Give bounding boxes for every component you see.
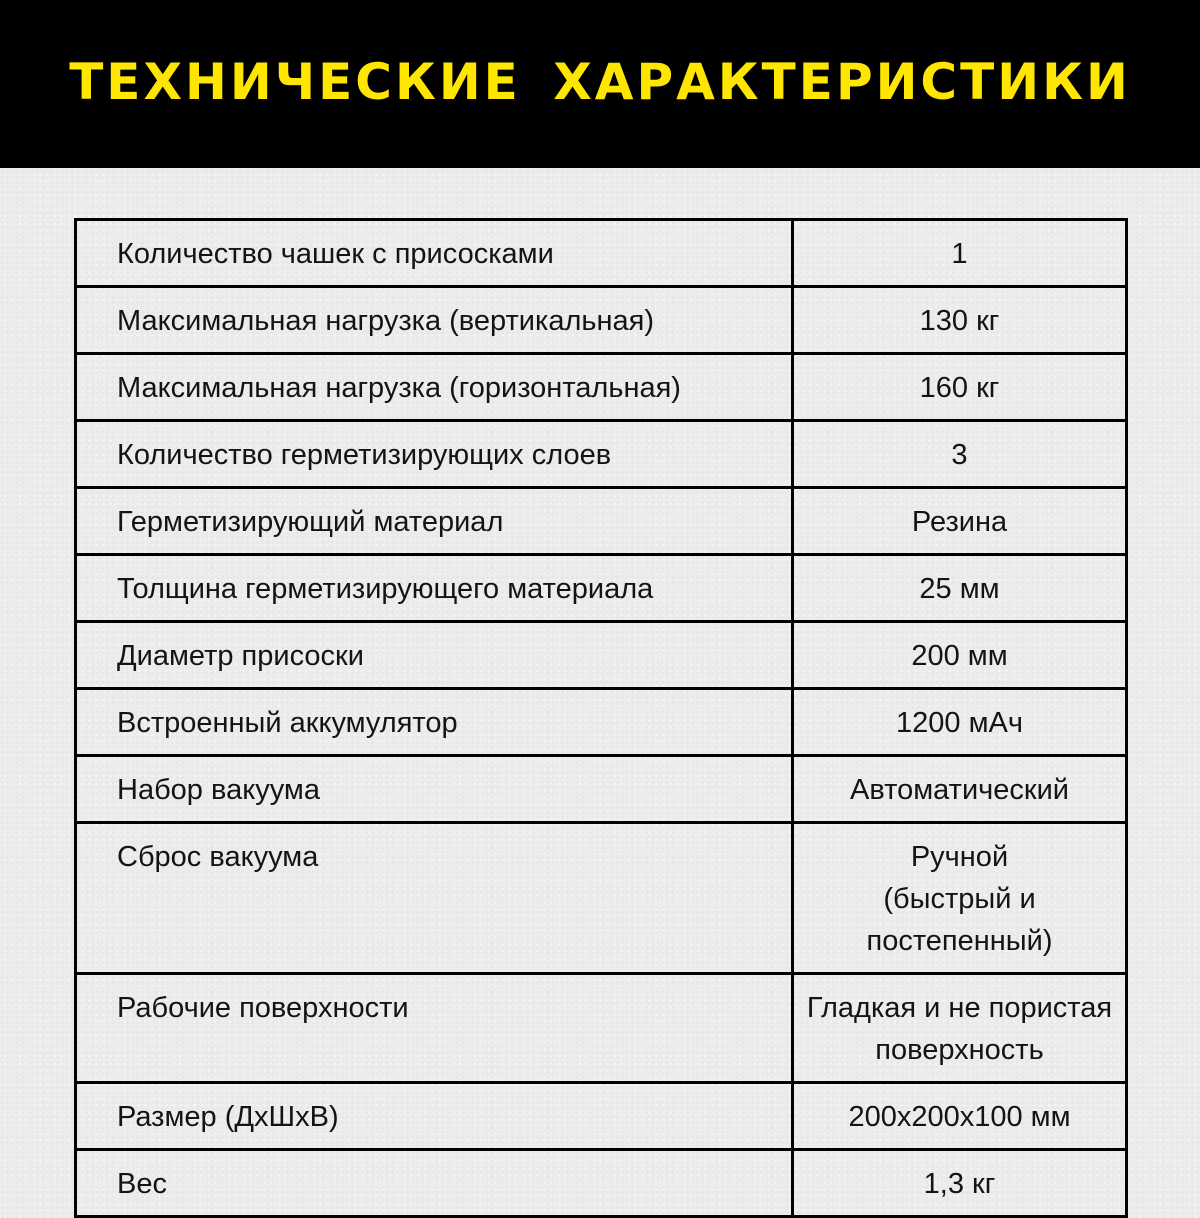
spec-value-text: Автоматический [850, 774, 1069, 806]
spec-value-text: 160 кг [919, 372, 1000, 404]
spec-label: Максимальная нагрузка (вертикальная) [76, 287, 793, 354]
spec-table [74, 218, 1128, 1218]
spec-value-text: 200 мм [911, 640, 1008, 672]
header-banner [0, 0, 1200, 168]
spec-value [793, 689, 1127, 756]
spec-value-text: 25 мм [919, 573, 1000, 605]
spec-label: Набор вакуума [76, 756, 793, 823]
table-row [76, 287, 1127, 354]
spec-value [793, 354, 1127, 421]
page-title: ТЕХНИЧЕСКИЕ ХАРАКТЕРИСТИКИ [69, 53, 1131, 111]
spec-value-text: 130 кг [919, 305, 1000, 337]
spec-value [793, 287, 1127, 354]
spec-label: Встроенный аккумулятор [76, 689, 793, 756]
spec-label: Максимальная нагрузка (горизонтальная) [76, 354, 793, 421]
table-row [76, 555, 1127, 622]
spec-label: Количество чашек с присосками [76, 220, 793, 287]
spec-value [793, 421, 1127, 488]
table-row [76, 689, 1127, 756]
spec-value [793, 488, 1127, 555]
spec-value [793, 1150, 1127, 1217]
table-row [76, 974, 1127, 1083]
table-row [76, 488, 1127, 555]
spec-value-text: 1 [951, 238, 968, 270]
spec-value-text: Ручной (быстрый и постепенный) [866, 841, 1053, 957]
spec-value [793, 974, 1127, 1083]
table-row [76, 823, 1127, 974]
spec-value [793, 622, 1127, 689]
table-row [76, 354, 1127, 421]
table-row [76, 622, 1127, 689]
spec-value-text: 1200 мАч [896, 707, 1023, 739]
table-row [76, 220, 1127, 287]
spec-value [793, 220, 1127, 287]
table-row [76, 1150, 1127, 1217]
spec-value [793, 823, 1127, 974]
spec-label: Количество герметизирующих слоев [76, 421, 793, 488]
table-row [76, 756, 1127, 823]
spec-label: Диаметр присоски [76, 622, 793, 689]
spec-label: Вес [76, 1150, 793, 1217]
table-row [76, 421, 1127, 488]
spec-label: Герметизирующий материал [76, 488, 793, 555]
spec-label: Рабочие поверхности [76, 974, 793, 1083]
spec-value-text: 3 [951, 439, 968, 471]
spec-label: Толщина герметизирующего материала [76, 555, 793, 622]
spec-value [793, 555, 1127, 622]
spec-value [793, 756, 1127, 823]
spec-label: Сброс вакуума [76, 823, 793, 974]
spec-value-text: Гладкая и не пористая поверхность [806, 992, 1113, 1066]
spec-value-text: 200х200х100 мм [848, 1101, 1071, 1133]
spec-value-text: 1,3 кг [923, 1168, 996, 1200]
table-row [76, 1083, 1127, 1150]
spec-value [793, 1083, 1127, 1150]
spec-value-text: Резина [911, 506, 1008, 538]
spec-label: Размер (ДхШхВ) [76, 1083, 793, 1150]
